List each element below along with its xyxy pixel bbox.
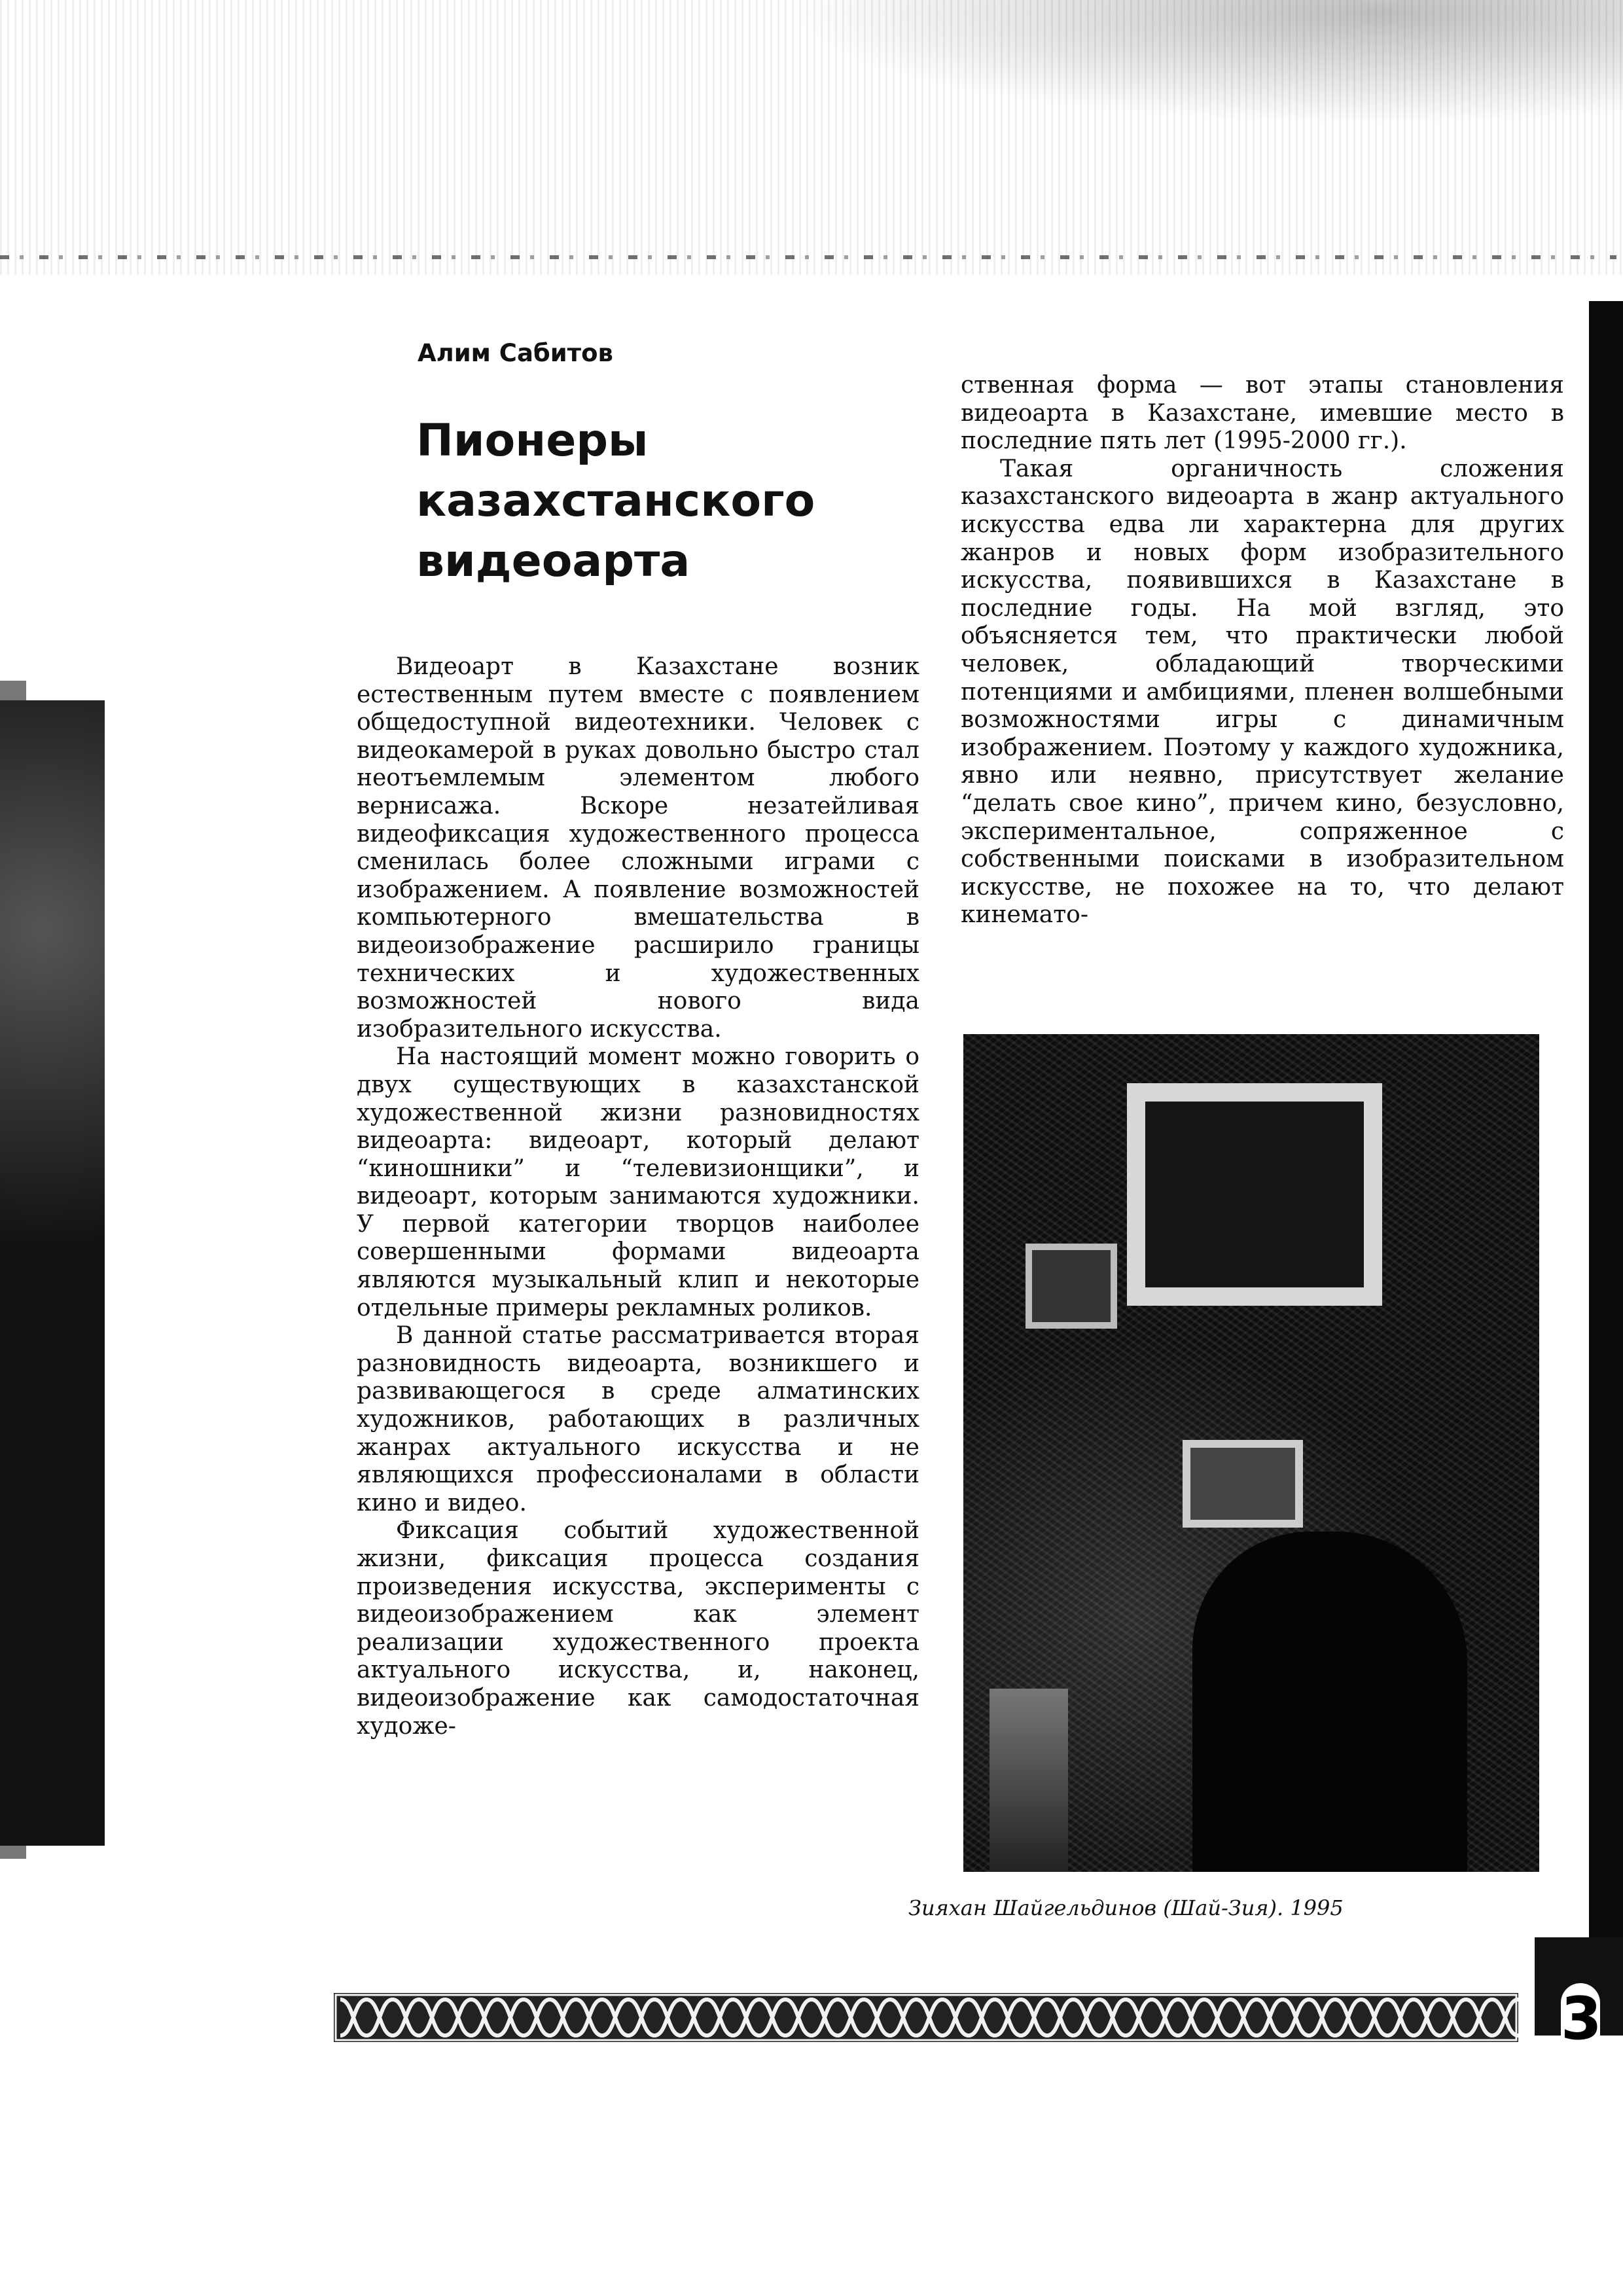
ornament-border [334,1993,1518,2042]
paragraph: Фиксация событий художественной жизни, фиксация процесса создания произведения искусства, эксперименты с видеоизображением как элемент реализации художественного проекта актуального искусства, и, наконец, видеоизображение как самодостаточная художе- [357,1517,919,1740]
scan-shadow-left [0,700,105,1846]
text-column-left [357,653,919,1740]
picture-frame-small [1026,1244,1117,1329]
person-silhouette [1192,1532,1467,1872]
lamp-shape [990,1689,1068,1872]
scan-shadow-right [1589,301,1623,1937]
scan-edge-line [0,255,1616,259]
paragraph: В данной статье рассматривается вторая разновидность видеоарта, возникшего и развивающегося в среде алматинских художников, работающих в различных жанрах актуального искусства и не являющихся профессионалами в области кино и видео. [357,1322,919,1516]
article-title [416,411,914,592]
picture-frame-large [1127,1083,1382,1306]
paragraph: ственная форма — вот этапы становления видеоарта в Казахстане, имевшие место в последние пять лет (1995-2000 гг.). [961,372,1564,455]
title-line: казахстанского [416,475,815,527]
paragraph: Видеоарт в Казахстане возник естественным путем вместе с появлением общедоступной видеотехники. Человек с видеокамерой в руках довольно быстро стал неотъемлемым элементом любого вернисажа. Вскоре незатейливая видеофиксация художественного процесса сменилась более сложными играми с изображением. А появление возможностей компьютерного вмешательства в видеоизображение расширило границы технических и художественных возможностей нового вида изобразительного искусства. [357,653,919,1043]
page-number: 3 [1561,1983,1600,2055]
title-line: Пионеры [416,415,649,467]
text-column-right [961,372,1564,929]
picture-frame-small [1183,1440,1303,1528]
photo-caption: Зияхан Шайгельдинов (Шай-Зия). 1995 [908,1895,1344,1920]
artwork-photo [963,1034,1539,1872]
scan-noise-top [0,0,1623,275]
article-author: Алим Сабитов [418,339,613,367]
title-line: видеоарта [416,535,690,587]
paragraph: Такая органичность сложения казахстанского видеоарта в жанр актуального искусства едва ли характерна для других жанров и новых форм изобразительного искусства, появившихся в Казахстане в последние годы. На мой взгляд, это объясняется тем, что практически любой человек, обладающий творческими потенциями и амбициями, пленен волшебными возможностями игры с динамичным изображением. Поэтому у каждого художника, явно или неявно, присутствует желание “делать свое кино”, причем кино, безусловно, экспериментальное, сопряженное с собственными поисками в изобразительном искусстве, не похожее на то, что делают кинемато- [961,455,1564,929]
paragraph: На настоящий момент можно говорить о двух существующих в казахстанской художественной жизни разновидностях видеоарта: видеоарт, который делают “киношники” и “телевизионщики”, и видеоарт, которым занимаются художники. У первой категории творцов наиболее совершенными формами видеоарта являются музыкальный клип и некоторые отдельные примеры рекламных роликов. [357,1043,919,1321]
